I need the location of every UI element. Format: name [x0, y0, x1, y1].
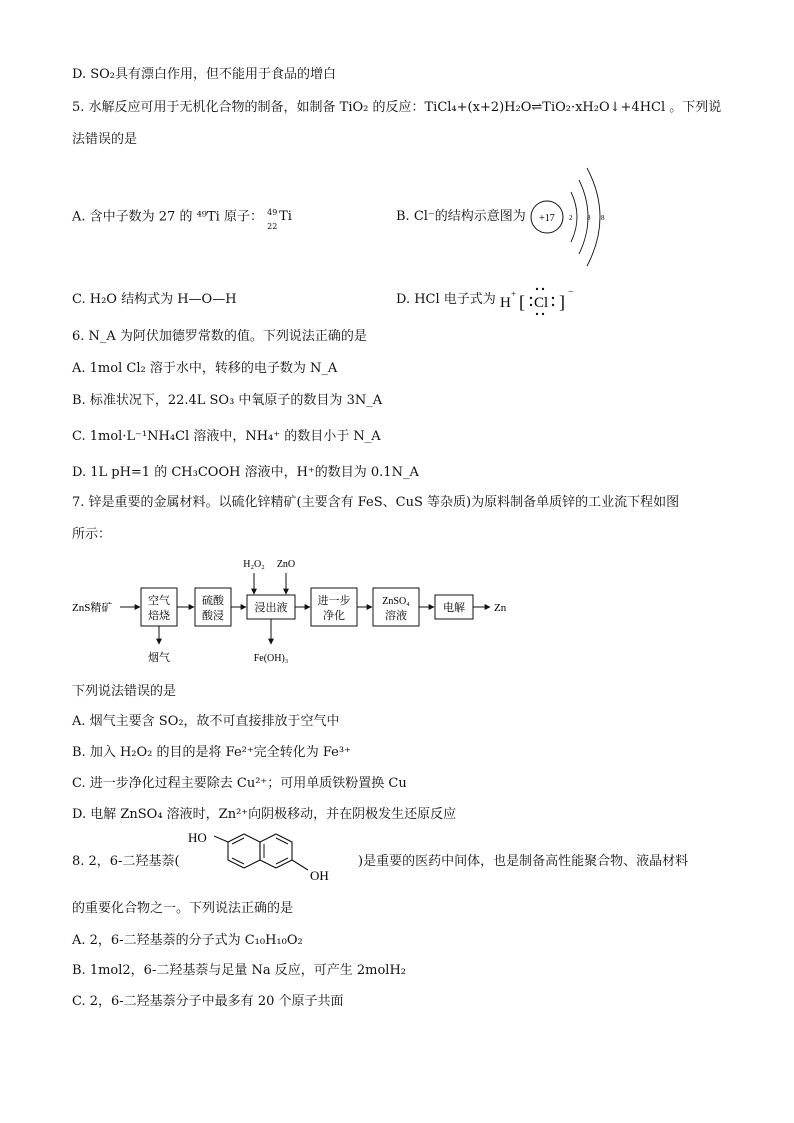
q5-option-d-text: D. HCl 电子式为 [396, 292, 496, 307]
flow-box-leachate-label: 浸出液 [254, 601, 288, 614]
flow-box-purify-line2: 净化 [323, 609, 345, 622]
q6-option-a: A. 1mol Cl₂ 溶于水中，转移的电子数为 N_A [72, 361, 338, 376]
electron-dot [530, 297, 532, 299]
zinc-process-flowchart [70, 552, 610, 668]
mol-label-ho: HO [188, 830, 207, 845]
flow-box-znso4-line2: 溶液 [385, 609, 407, 622]
electron-dot [542, 313, 544, 315]
q8-option-b: B. 1mol2，6-二羟基萘与足量 Na 反应，可产生 2molH₂ [72, 963, 406, 978]
cl-charge: − [568, 287, 574, 298]
electron-dot [552, 304, 554, 306]
cl-ion-structure-diagram [525, 162, 615, 272]
flow-box-acid-leach-line2: 酸浸 [202, 609, 224, 622]
q8-stem-prefix: 8. 2，6-二羟基萘( [72, 854, 180, 869]
electron-dot [536, 288, 538, 290]
q6-option-b: B. 标准状况下，22.4L SO₃ 中氧原子的数目为 3N_A [72, 393, 383, 408]
electron-dot [530, 304, 532, 306]
q8-stem-suffix: )是重要的医药中间体，也是制备高性能聚合物、液晶材料 [358, 854, 689, 869]
q6-option-d: D. 1L pH=1 的 CH₃COOH 溶液中，H⁺的数目为 0.1N_A [72, 465, 419, 480]
hcl-electron-formula [500, 283, 585, 319]
q6-option-c: C. 1mol·L⁻¹NH₄Cl 溶液中，NH₄⁺ 的数目小于 N_A [72, 429, 381, 444]
q5-stem-line2: 法错误的是 [72, 132, 138, 147]
q8-option-c: C. 2，6-二羟基萘分子中最多有 20 个原子共面 [72, 994, 344, 1009]
electron-dot [542, 288, 544, 290]
shell-count-3: 8 [601, 214, 605, 222]
flow-end-label: Zn [494, 602, 507, 614]
q8-stem-line2: 的重要化合物之一。下列说法正确的是 [72, 901, 294, 916]
flow-start-label: ZnS精矿 [72, 602, 113, 614]
q5-option-c: C. H₂O 结构式为 H—O—H [72, 292, 237, 307]
q8-option-a: A. 2，6-二羟基萘的分子式为 C₁₀H₁₀O₂ [72, 933, 303, 948]
q7-option-c: C. 进一步净化过程主要除去 Cu²⁺；可用单质铁粉置换 Cu [72, 776, 407, 791]
nuclide-atomic: 22 [267, 222, 278, 231]
nuclide-symbol [267, 208, 305, 231]
q7-stem-line2: 所示： [72, 527, 112, 542]
flow-byproduct-feoh3: Fe(OH)₃ [253, 653, 289, 664]
flow-box-electrolysis-label: 电解 [443, 601, 465, 614]
nuclide-element: Ti [279, 209, 292, 224]
nuclide-mass: 49 [267, 208, 278, 217]
left-bracket: [ [519, 292, 525, 312]
nucleus-charge: +17 [539, 213, 555, 224]
flow-box-roasting-line2: 焙烧 [148, 609, 170, 622]
h-symbol: H [500, 295, 511, 311]
electron-dot [552, 297, 554, 299]
flow-box-znso4-line1: ZnSO₄ [382, 596, 410, 607]
flow-input-h2o2: H₂O₂ [243, 559, 265, 570]
flow-box-purify-line1: 进一步 [317, 594, 351, 607]
q5-stem-line1: 5. 水解反应可用于无机化合物的制备，如制备 TiO₂ 的反应：TiCl₄+(x+2)H₂O⇌TiO₂·xH₂O↓+4HCl 。下列说 [72, 100, 722, 115]
q5-option-a [72, 208, 305, 231]
q5-option-b [396, 208, 526, 226]
q5-option-a-text: A. 含中子数为 27 的 ⁴⁹Ti 原子： [72, 209, 263, 225]
flow-box-roasting-line1: 空气 [148, 594, 170, 607]
q7-stem-after: 下列说法错误的是 [72, 684, 177, 699]
flow-input-zno: ZnO [276, 559, 296, 570]
shell-count-1: 2 [569, 214, 573, 222]
flow-byproduct-smoke: 烟气 [148, 651, 170, 664]
q6-stem: 6. N_A 为阿伏加德罗常数的值。下列说法正确的是 [72, 329, 367, 344]
dihydroxynaphthalene-structure [190, 830, 360, 890]
flow-box-acid-leach-line1: 硫酸 [202, 594, 224, 607]
cl-symbol: Cl [534, 295, 549, 311]
q5-option-b-text: B. Cl⁻的结构示意图为 [396, 209, 526, 224]
q7-option-a: A. 烟气主要含 SO₂，故不可直接排放于空气中 [72, 714, 340, 729]
shell-count-2: 8 [587, 214, 591, 222]
q7-stem-line1: 7. 锌是重要的金属材料。以硫化锌精矿(主要含有 FeS、CuS 等杂质)为原料制备单质锌的工业流下程如图 [72, 495, 680, 510]
mol-label-oh: OH [310, 868, 329, 883]
h-charge: + [511, 289, 517, 299]
electron-dot [536, 313, 538, 315]
q5-option-d [396, 291, 496, 309]
q4-option-d: D. SO₂具有漂白作用，但不能用于食品的增白 [72, 67, 336, 82]
q7-option-d: D. 电解 ZnSO₄ 溶液时，Zn²⁺向阴极移动，并在阴极发生还原反应 [72, 807, 457, 822]
q7-option-b: B. 加入 H₂O₂ 的目的是将 Fe²⁺完全转化为 Fe³⁺ [72, 745, 351, 760]
right-bracket: ] [559, 292, 565, 312]
